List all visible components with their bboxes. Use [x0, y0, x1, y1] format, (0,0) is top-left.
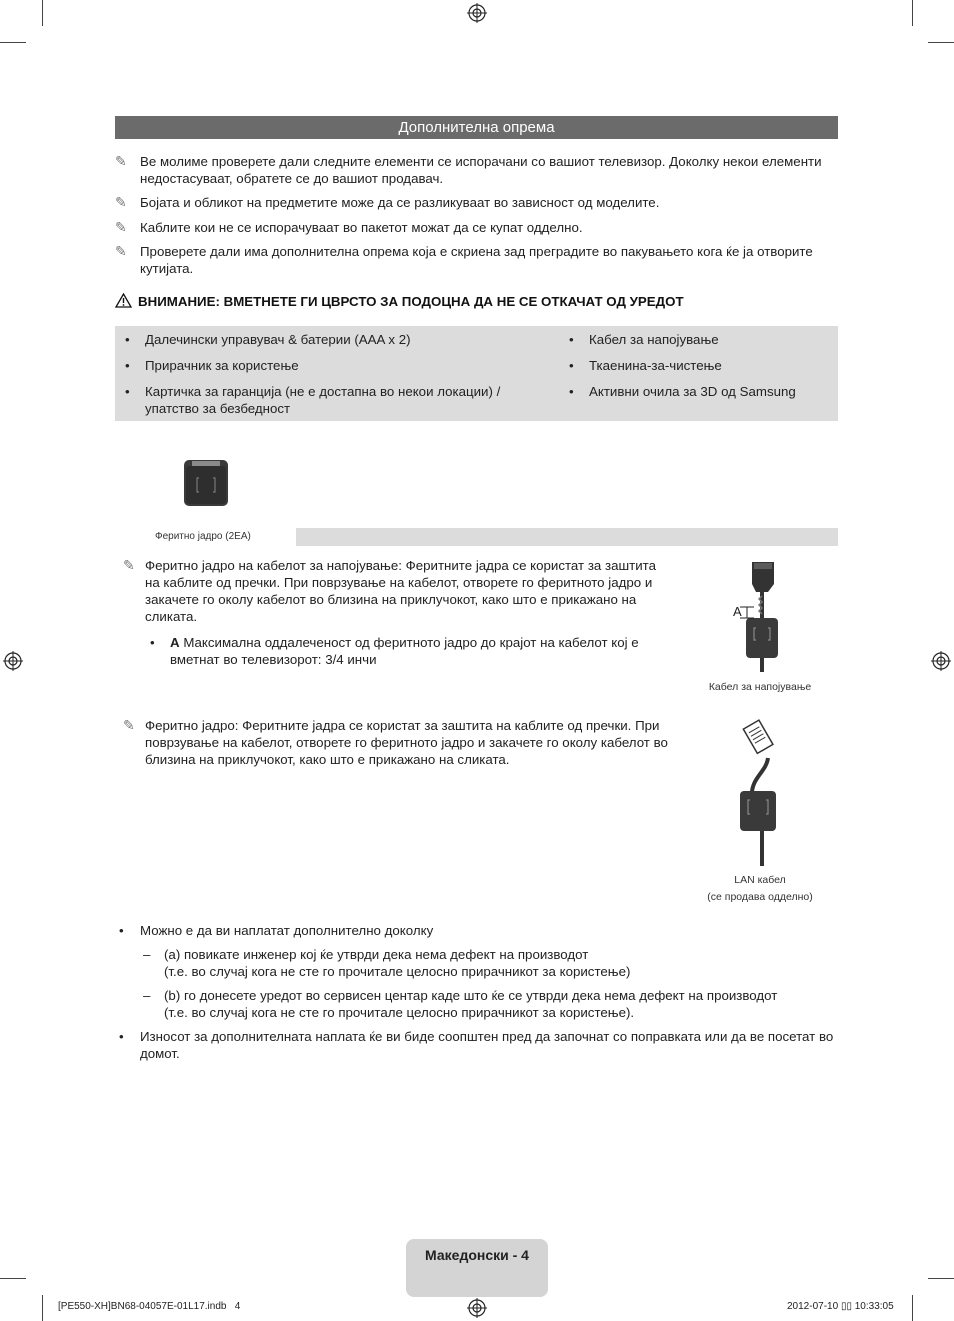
warning-triangle-icon — [115, 293, 132, 308]
warning — [115, 293, 684, 309]
warning-text: ВНИМАНИЕ: ВМЕТНЕТЕ ГИ ЦВРСТО ЗА ПОДОЦНА ДА НЕ СЕ ОТКАЧАТ ОД УРЕДОТ — [138, 294, 684, 309]
charges-item-b-line1: (b) го донесете уредот во сервисен центар каде што ќе се утврди дека нема дефект на производот — [164, 988, 778, 1003]
note-text: Бојата и обликот на предметите може да се разликуваат во зависност од моделите. — [140, 195, 660, 210]
charges-item-b-line2: (т.е. во случај кога не сте го прочитале целосно прирачникот за користење). — [164, 1005, 635, 1020]
distance-text: Максимална оддалеченост од феритното јадро до крајот на кабелот кој е вметнат во телевизорот: 3/4 инчи — [170, 635, 639, 667]
note — [115, 153, 838, 187]
power-cable-caption: Кабел за напојување — [708, 681, 812, 693]
registration-mark-icon — [467, 3, 487, 23]
note — [115, 194, 838, 211]
crop-mark — [0, 1278, 26, 1279]
lan-cable-note-text: Феритно јадро: Феритните јадра се користат за заштита на каблите од пречки. При поврзување на кабелот, отворете го феритното јадро и закачете го околу кабелот во близина на приклучокот, како што е прикажано на сликата. — [145, 718, 668, 767]
pencil-note-icon: ✎ — [115, 153, 127, 169]
crop-mark — [42, 1295, 43, 1321]
crop-mark — [928, 42, 954, 43]
registration-mark-icon — [3, 651, 23, 671]
registration-mark-icon — [931, 651, 951, 671]
crop-mark — [912, 0, 913, 26]
charges-item-a-line2: (т.е. во случај кога не сте го прочитале целосно прирачникот за користење) — [164, 964, 631, 979]
page-number: Македонски - 4 — [425, 1247, 529, 1263]
pencil-note-icon: ✎ — [115, 243, 127, 259]
pencil-note-icon: ✎ — [123, 557, 135, 573]
note-text: Проверете дали има дополнителна опрема која е скриена зад преградите во пакувањето кога ќе ја отворите кутијата. — [140, 244, 813, 276]
note — [115, 219, 838, 236]
note — [115, 243, 838, 277]
ferrite-core-image — [182, 458, 230, 508]
pencil-note-icon: ✎ — [123, 717, 135, 733]
lan-cable-image — [730, 718, 790, 866]
registration-mark-icon — [467, 1298, 487, 1318]
power-cable-note-text: Феритно јадро на кабелот за напојување: Феритните јадра се користат за заштита на каблите од пречки. При поврзување на кабелот, отворете го феритното јадро и закачете го околу кабелот во близина на приклучокот, како што е прикажано на сликата. — [145, 558, 657, 624]
lan-cable-caption-1: LAN кабел — [734, 874, 786, 886]
distance-marker: A — [733, 604, 742, 619]
lan-cable-note — [115, 717, 675, 769]
crop-mark — [42, 0, 43, 26]
footer-file-name: [PE550-XH]BN68-04057E-01L17.indb 4 — [58, 1301, 241, 1312]
pencil-note-icon: ✎ — [115, 194, 127, 210]
lan-cable-caption-2: (се продава одделно) — [707, 891, 813, 903]
crop-mark — [912, 1295, 913, 1321]
section-title: Дополнителна опрема — [115, 116, 838, 139]
note-text: Ве молиме проверете дали следните елементи се испорачани со вашиот телевизор. Доколку некои елементи недостасуваат, обратете се до вашиот продавач. — [140, 154, 822, 186]
note-text: Каблите кои не се испорачуваат во пакетот можат да се купат одделно. — [140, 220, 583, 235]
pencil-note-icon: ✎ — [115, 219, 127, 235]
page-number-tab — [406, 1239, 548, 1297]
crop-mark — [928, 1278, 954, 1279]
distance-marker-letter: A — [170, 635, 180, 650]
charges-item-a-line1: (a) повикате инженер кој ќе утврди дека нема дефект на производот — [164, 947, 589, 962]
crop-mark — [0, 42, 26, 43]
ferrite-label: Феритно јадро (2EA) — [155, 531, 251, 542]
footer-timestamp: 2012-07-10 ▯▯ 10:33:05 — [787, 1301, 894, 1312]
power-cable-note — [115, 557, 675, 627]
